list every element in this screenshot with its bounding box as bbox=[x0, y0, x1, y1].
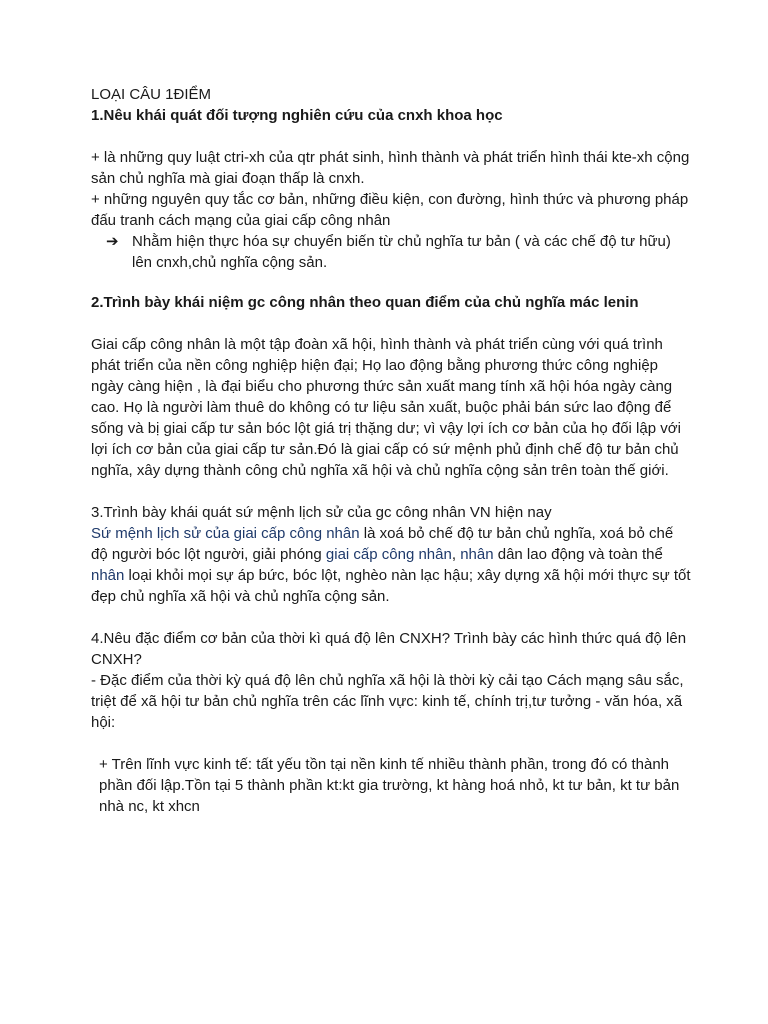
question-1-conclusion-text: Nhằm hiện thực hóa sự chuyển biến từ chủ nghĩa tư bản ( và các chế độ tư hữu) lên cnxh,chủ nghĩa cộng sản. bbox=[132, 233, 671, 271]
arrow-right-icon: ➔ bbox=[106, 233, 119, 250]
linked-phrase-working-class: giai cấp công nhân bbox=[325, 546, 452, 563]
answer-text: loại khỏi mọi sự áp bức, bóc lột, nghèo nàn lạc hậu; xây dựng xã hội mới thực sự tốt đẹp chủ nghĩa xã hội và chủ nghĩa cộng sản. bbox=[91, 567, 691, 605]
section-heading: LOẠI CÂU 1ĐIỂM bbox=[91, 86, 212, 103]
question-3-answer bbox=[91, 523, 691, 607]
question-4-point-1: - Đặc điểm của thời kỳ quá độ lên chủ nghĩa xã hội là thời kỳ cải tạo Cách mạng sâu sắc, triệt để xã hội tư bản chủ nghĩa trên các lĩnh vực: kinh tế, chính trị,tư tưởng - văn hóa, xã hội: bbox=[91, 672, 684, 731]
question-4-point-2: + Trên lĩnh vực kinh tế: tất yếu tồn tại nền kinh tế nhiều thành phần, trong đó có thành phần đối lập.Tồn tại 5 thành phần kt:kt gia trường, kt hàng hoá nhỏ, kt tư bản, kt tư bản nhà nc, kt xhcn bbox=[99, 756, 680, 815]
question-3-title: 3.Trình bày khái quát sứ mệnh lịch sử của gc công nhân VN hiện nay bbox=[91, 504, 552, 521]
answer-text: , bbox=[451, 546, 461, 563]
document-body bbox=[91, 84, 691, 817]
question-1-point-1: + là những quy luật ctri-xh của qtr phát sinh, hình thành và phát triển hình thái kte-xh cộng sản chủ nghĩa mà giai đoạn thấp là cnxh. bbox=[91, 149, 690, 187]
linked-phrase-mankind: nhân bbox=[91, 567, 125, 584]
answer-text: dân lao động và toàn thể bbox=[493, 546, 663, 563]
question-1-conclusion bbox=[91, 231, 691, 273]
question-2-title: 2.Trình bày khái niệm gc công nhân theo quan điểm của chủ nghĩa mác lenin bbox=[91, 294, 639, 311]
question-1-title: 1.Nêu khái quát đối tượng nghiên cứu của cnxh khoa học bbox=[91, 107, 503, 124]
answer-text: là xoá bỏ chế độ tư bản chủ nghĩa, xoá bỏ chế độ người bóc lột người, giải phóng bbox=[91, 525, 674, 563]
linked-phrase-people: nhân bbox=[460, 546, 494, 563]
question-1-point-2: + những nguyên quy tắc cơ bản, những điều kiện, con đường, hình thức và phương pháp đấu tranh cách mạng của giai cấp công nhân bbox=[91, 191, 689, 229]
question-4-title: 4.Nêu đặc điểm cơ bản của thời kì quá độ lên CNXH? Trình bày các hình thức quá độ lên CNXH? bbox=[91, 630, 687, 668]
linked-phrase-mission: Sứ mệnh lịch sử của giai cấp công nhân bbox=[91, 525, 360, 542]
question-2-answer: Giai cấp công nhân là một tập đoàn xã hội, hình thành và phát triển cùng với quá trình phát triển của nền công nghiệp hiện đại; Họ lao động bằng phương thức công nghiệp ngày càng hiện , là đại biểu cho phương thức sản xuất mang tính xã hội hóa ngày càng cao. Họ là người làm thuê do không có tư liệu sản xuất, buộc phải bán sức lao động để sống và bị giai cấp tư sản bóc lột giá trị thặng dư; vì vậy lợi ích cơ bản của họ đối lập với lợi ích cơ bản của giai cấp tư sản.Đó là giai cấp có sứ mệnh phủ định chế độ tư bản chủ nghĩa, xây dựng thành công chủ nghĩa xã hội và chủ nghĩa cộng sản trên toàn thế giới. bbox=[91, 336, 681, 479]
